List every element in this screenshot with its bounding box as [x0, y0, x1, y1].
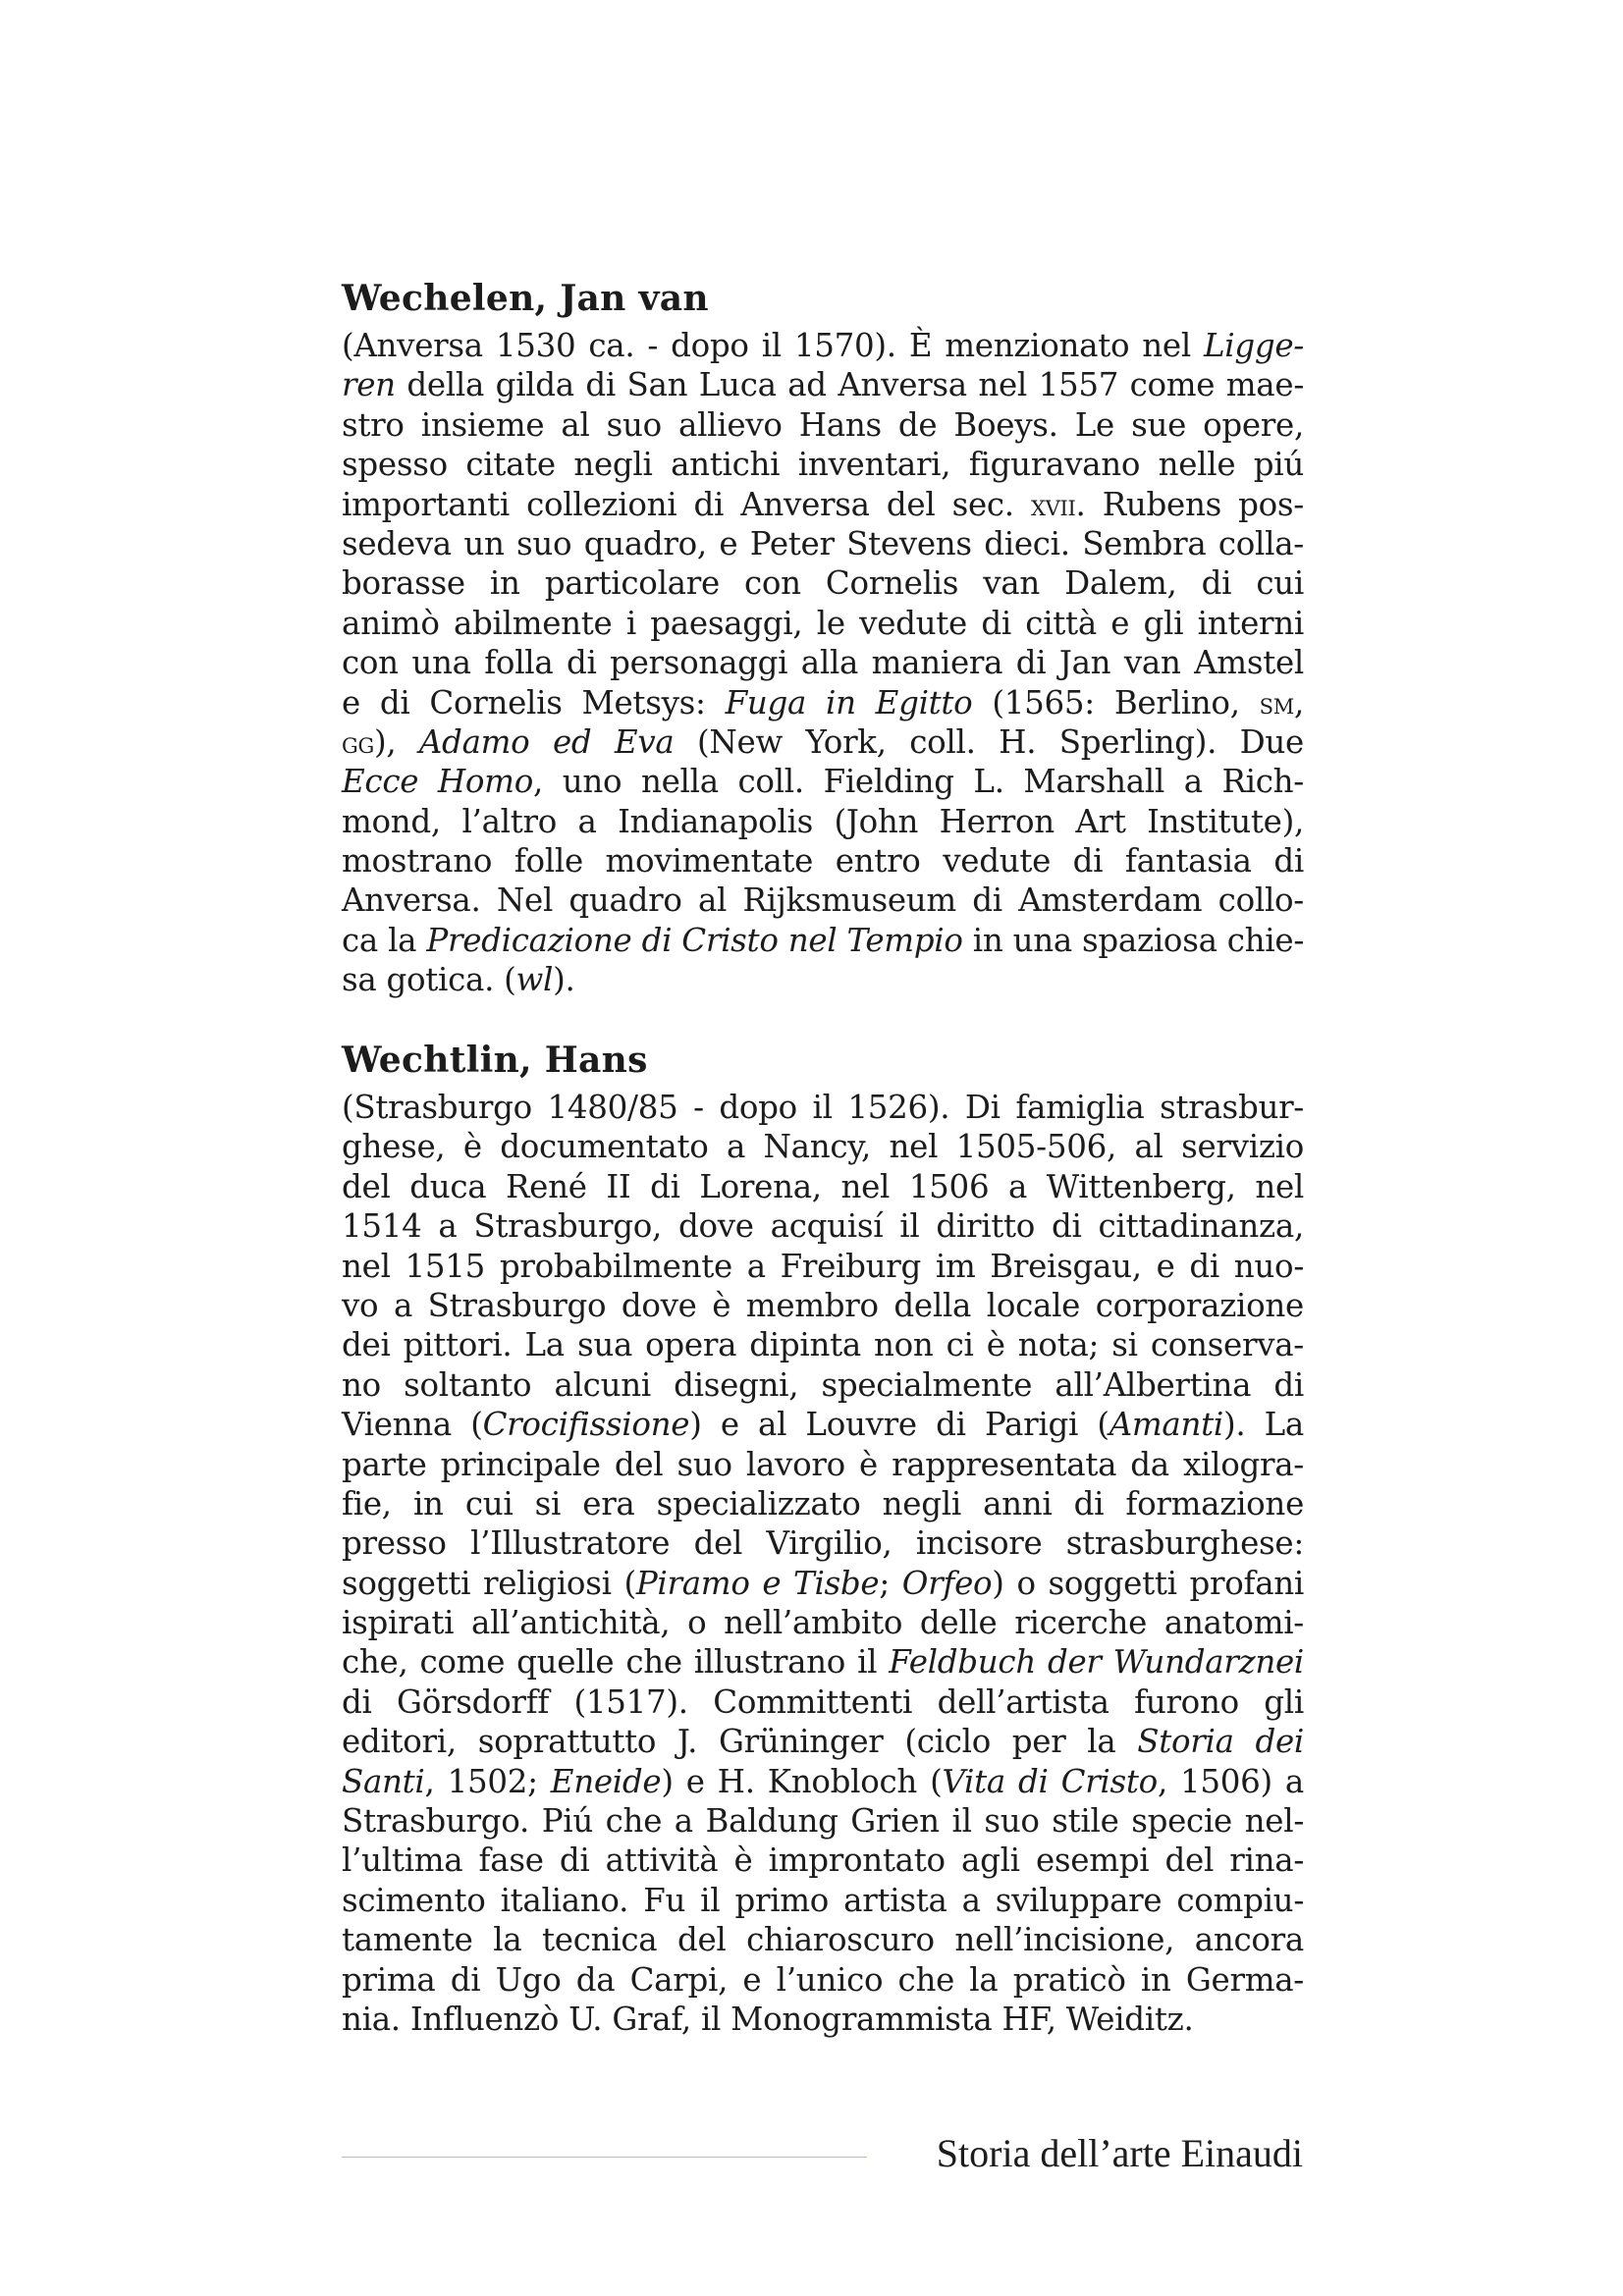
text-line: parte principale del suo lavoro è rappresentata da xilogra-: [342, 1445, 1304, 1483]
text-line: gg), Adamo ed Eva (New York, coll. H. Sperling). Due: [342, 722, 1304, 761]
text-line: scimento italiano. Fu il primo artista a sviluppare compiu-: [342, 1881, 1304, 1919]
text-line: mostrano folle movimentate entro vedute di fantasia di: [342, 842, 1304, 881]
text-line: importanti collezioni di Anversa del sec. xvii. Rubens pos-: [342, 485, 1304, 523]
text-line: con una folla di personaggi alla maniera di Jan van Amstel: [342, 644, 1304, 682]
text-line: (Strasburgo 1480/85 - dopo il 1526). Di famiglia strasbur-: [342, 1089, 1304, 1126]
text-line: Strasburgo. Piú che a Baldung Grien il suo stile specie nel-: [342, 1802, 1304, 1841]
text-line: Anversa. Nel quadro al Rijksmuseum di Amsterdam collo-: [342, 881, 1304, 920]
text-line: che, come quelle che illustrano il Feldbuch der Wundarznei: [342, 1643, 1304, 1682]
text-line: soggetti religiosi (Piramo e Tisbe; Orfeo) o soggetti profani: [342, 1564, 1304, 1602]
text-line: Ecce Homo, uno nella coll. Fielding L. Marshall a Rich-: [342, 763, 1304, 801]
text-line: fie, in cui si era specializzato negli anni di formazione: [342, 1484, 1304, 1522]
text-line: prima di Ugo da Carpi, e l’unico che la praticò in Germa-: [342, 1960, 1304, 1999]
text-line: vo a Strasburgo dove è membro della locale corporazione: [342, 1286, 1304, 1324]
entry-body: [342, 1088, 1304, 2039]
text-line: nel 1515 probabilmente a Freiburg im Breisgau, e di nuo-: [342, 1247, 1304, 1285]
text-line: presso l’Illustratore del Virgilio, incisore strasburghese:: [342, 1524, 1304, 1563]
text-line: spesso citate negli antichi inventari, figuravano nelle piú: [342, 446, 1304, 484]
text-line: ca la Predicazione di Cristo nel Tempio in una spaziosa chie-: [342, 921, 1305, 959]
text-line: sa gotica. (wl).: [342, 961, 575, 999]
text-line: l’ultima fase di attività è improntato agli esempi del rina-: [342, 1842, 1304, 1880]
text-line: ren della gilda di San Luca ad Anversa nel 1557 come mae-: [342, 366, 1304, 404]
entry-title: Wechelen, Jan van: [342, 278, 709, 319]
text-line: animò abilmente i paesaggi, le vedute di città e gli interni: [342, 604, 1304, 642]
text-line: 1514 a Strasburgo, dove acquisí il diritto di cittadinanza,: [342, 1207, 1304, 1246]
footer-publication-title: Storia dell’arte Einaudi: [936, 2131, 1303, 2175]
text-line: (Anversa 1530 ca. - dopo il 1570). È menzionato nel Ligge-: [342, 327, 1304, 364]
entry-wechtlin: [342, 1039, 1304, 2039]
text-line: ghese, è documentato a Nancy, nel 1505-506, al servizio: [342, 1128, 1304, 1166]
text-line: tamente la tecnica del chiaroscuro nell’incisione, ancora: [342, 1921, 1304, 1959]
text-line: borasse in particolare con Cornelis van Dalem, di cui: [342, 564, 1304, 603]
text-line: Santi, 1502; Eneide) e H. Knobloch (Vita di Cristo, 1506) a: [342, 1762, 1304, 1800]
text-line: ispirati all’antichità, o nell’ambito delle ricerche anatomi-: [342, 1604, 1304, 1642]
entry-title: Wechtlin, Hans: [342, 1040, 648, 1081]
text-line: del duca René II di Lorena, nel 1506 a Wittenberg, nel: [342, 1167, 1304, 1205]
text-line: dei pittori. La sua opera dipinta non ci è nota; si conserva-: [342, 1326, 1304, 1364]
text-line: mond, l’altro a Indianapolis (John Herron Art Institute),: [342, 802, 1304, 840]
text-line: e di Cornelis Metsys: Fuga in Egitto (1565: Berlino, sm,: [342, 683, 1304, 721]
entry-wechelen: [342, 277, 1304, 1000]
entry-body: [342, 326, 1304, 1000]
footer-rule: [342, 2157, 867, 2158]
text-line: no soltanto alcuni disegni, specialmente all’Albertina di: [342, 1365, 1304, 1404]
text-line: Vienna (Crocifissione) e al Louvre di Parigi (Amanti). La: [342, 1406, 1304, 1444]
text-line: nia. Influenzò U. Graf, il Monogrammista HF, Weiditz.: [342, 2000, 1194, 2038]
text-line: di Görsdorff (1517). Committenti dell’artista furono gli: [342, 1682, 1304, 1721]
text-line: sedeva un suo quadro, e Peter Stevens dieci. Sembra colla-: [342, 524, 1304, 562]
text-line: editori, soprattutto J. Grüninger (ciclo per la Storia dei: [342, 1723, 1304, 1761]
text-line: stro insieme al suo allievo Hans de Boeys. Le sue opere,: [342, 405, 1304, 444]
